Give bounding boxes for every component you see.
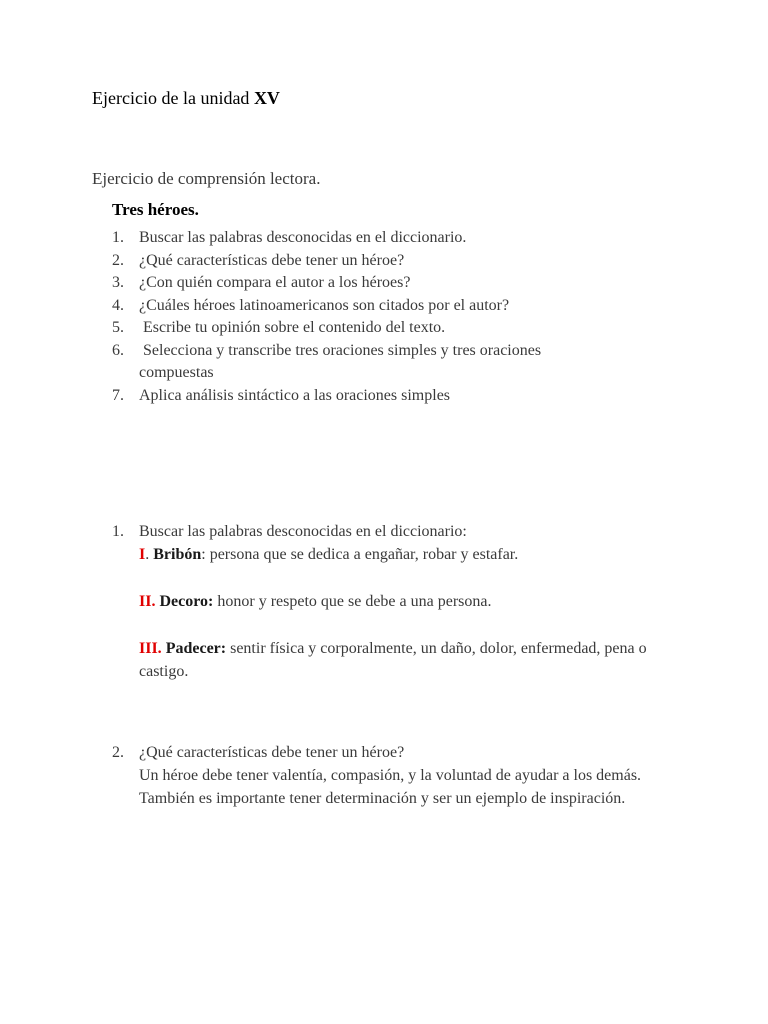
definition-term: Decoro:	[159, 593, 214, 610]
list-item	[112, 340, 672, 385]
question-text: ¿Qué características debe tener un héroe?	[139, 251, 405, 269]
definition-item	[112, 637, 672, 683]
title-unit: XV	[253, 88, 280, 108]
term-colon: :	[201, 546, 206, 563]
definition-item	[112, 543, 672, 566]
story-title: Tres héroes.	[112, 200, 199, 219]
question-text: Aplica análisis sintáctico a las oraciones simples	[139, 386, 451, 404]
answer-1-question: Buscar las palabras desconocidas en el diccionario:	[139, 523, 467, 540]
answer-1-heading	[112, 520, 672, 543]
numeral-separator: .	[145, 546, 154, 563]
answer-1-section	[112, 520, 672, 683]
list-number: 3.	[112, 274, 124, 291]
definition-text: persona que se dedica a engañar, robar y estafar.	[205, 546, 519, 563]
list-item	[112, 227, 672, 250]
list-number: 6.	[112, 341, 124, 359]
definition-term: Bribón	[153, 546, 202, 563]
list-item	[112, 250, 672, 273]
answer-2-question: ¿Qué características debe tener un héroe?	[139, 744, 405, 761]
list-item	[112, 272, 672, 295]
roman-numeral: I	[139, 546, 146, 563]
definition-text: sentir física y corporalmente, un daño, dolor, enfermedad, pena o castigo.	[139, 640, 651, 680]
definition-text: honor y respeto que se debe a una persona.	[213, 593, 492, 610]
answer-2-section	[112, 741, 672, 810]
list-number: 2.	[112, 744, 124, 761]
list-item	[112, 295, 672, 318]
list-item	[112, 385, 672, 408]
list-number: 1.	[112, 523, 124, 540]
list-number: 1.	[112, 229, 124, 246]
list-number: 4.	[112, 296, 124, 314]
question-text: Escribe tu opinión sobre el contenido del texto.	[139, 319, 446, 336]
definition-term: Padecer:	[165, 640, 227, 657]
question-text: ¿Cuáles héroes latinoamericanos son citados por el autor?	[139, 296, 510, 314]
list-number: 5.	[112, 319, 124, 336]
roman-numeral: III.	[139, 640, 162, 657]
answer-2-heading	[112, 741, 672, 764]
answer-2-text: Un héroe debe tener valentía, compasión, y la voluntad de ayudar a los demás. También es importante tener determinación y ser un ejemplo de inspiración.	[139, 767, 642, 807]
definition-item	[112, 590, 672, 613]
list-number: 2.	[112, 251, 124, 269]
exercise-subtitle: Ejercicio de comprensión lectora.	[92, 169, 321, 188]
list-number: 7.	[112, 386, 124, 404]
question-text: Buscar las palabras desconocidas en el diccionario.	[139, 229, 467, 246]
page-title	[92, 86, 280, 110]
question-text: Selecciona y transcribe tres oraciones simples y tres oraciones compuestas	[139, 341, 546, 381]
roman-numeral: II.	[139, 593, 156, 610]
questions-list	[112, 227, 672, 407]
title-prefix: Ejercicio de la unidad	[92, 88, 250, 108]
question-text: ¿Con quién compara el autor a los héroes?	[139, 274, 411, 291]
list-item	[112, 317, 672, 340]
